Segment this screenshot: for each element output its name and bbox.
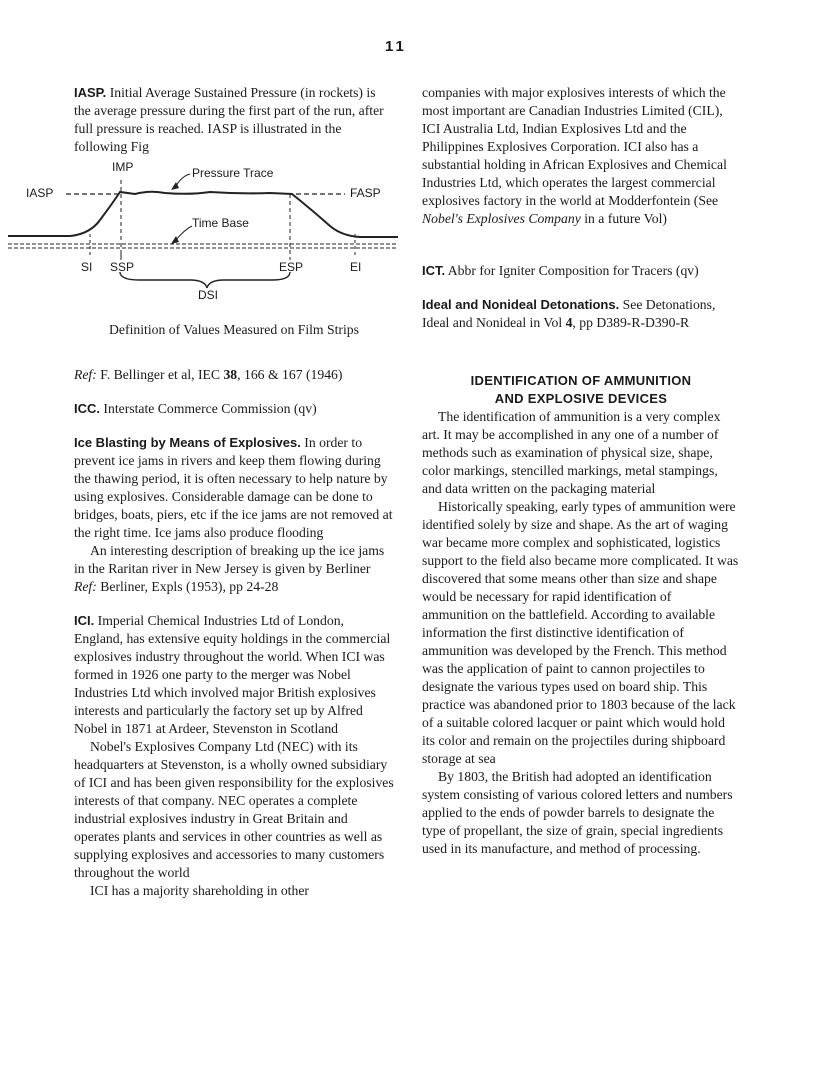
pressure-trace-curve	[8, 192, 398, 237]
ict-text: Abbr for Igniter Composition for Tracers (qv)	[447, 263, 699, 278]
iasp-figure	[0, 160, 400, 346]
ideal-term: Ideal and Nonideal Detonations.	[422, 297, 620, 312]
identification-title-line1: IDENTIFICATION OF AMMUNITION	[470, 373, 692, 388]
ice-blasting-entry	[74, 434, 394, 542]
ict-term: ICT.	[422, 263, 446, 278]
figure-caption: Definition of Values Measured on Film Strips	[109, 322, 359, 337]
identification-para2: Historically speaking, early types of ammunition were identified solely by size and shape. As the art of waging war became more complex and sophisticated, logistics support to the field also became more complicated. It was discovered that some means other than size and shape would be necessary for rapid identification of ammunition on the battlefield. According to available information the first distinctive identification of ammunition was developed by the French. This method was the application of paint to cannon projectiles to designate the various types used on board ship. This practice was abandoned prior to 1803 because of the lack of a suitable colored lacquer or paint which would hold its color and remain on the projectiles during shipboard storage at sea	[422, 499, 739, 766]
iasp-term: IASP.	[74, 85, 107, 100]
ref-volume: 38	[223, 367, 238, 382]
ici-continued	[422, 84, 740, 228]
imp-label: IMP	[112, 160, 134, 174]
left-column	[26, 84, 394, 900]
ref-label: Ref:	[74, 367, 97, 382]
ici-para3: ICI has a majority shareholding in other	[90, 883, 309, 898]
time-base-pointer	[176, 226, 192, 240]
pressure-trace-label: Pressure Trace	[192, 166, 274, 180]
iasp-reference	[74, 366, 394, 384]
ssp-label: SSP	[110, 260, 135, 274]
ice-blasting-para2: An interesting description of breaking up the ice jams in the Raritan river in New Jersey is given by Berliner	[74, 543, 385, 576]
si-label: SI	[81, 260, 93, 274]
iasp-text: Initial Average Sustained Pressure (in rockets) is the average pressure during the first part of the run, after full pressure is reached. IASP is illustrated in the following Fig	[74, 85, 384, 154]
icc-entry	[74, 400, 394, 418]
ideal-text-before: See Detonations, Ideal and Nonideal in Vol	[422, 297, 716, 330]
ideal-volume: 4	[565, 315, 573, 330]
pressure-trace-diagram	[0, 164, 400, 346]
iasp-label: IASP	[26, 186, 54, 200]
ice-blasting-reference	[74, 578, 394, 596]
ei-label: EI	[350, 260, 362, 274]
ref-text-before: F. Bellinger et al, IEC	[96, 367, 224, 382]
ici-continued-end: in a future Vol)	[580, 211, 667, 226]
ici-continued-text: companies with major explosives interests of which the most important are Canadian Industries Limited (CIL), ICI Australia Ltd, Indian Explosives Ltd and the Philippines Explosives Corporation. ICI also has a substantial holding in African Explosives and Chemical Industries Ltd, which operates the largest commercial explosives factory in the world at Modderfontein (See	[422, 85, 727, 208]
ici-para1: Imperial Chemical Industries Ltd of London, England, has extensive equity holdings in the commercial explosives industry throughout the world. When ICI was formed in 1926 one party to the merger was Nobel Industries Ltd which involved major British explosives interests and particularly the factory set up by Alfred Nobel in 1871 at Ardeer, Stevenston in Scotland	[74, 613, 391, 736]
ice-blasting-para1: In order to prevent ice jams in rivers and keep them flowing during the thawing period, it is often necessary to help nature by using explosives. Considerable damage can be done to bridges, boats, piers, etc if the ice jams are not removed at the right time. Ice jams also produce flooding	[74, 435, 393, 540]
ref-text-after: , 166 & 167 (1946)	[237, 367, 343, 382]
ici-term: ICI.	[74, 613, 95, 628]
dsi-brace	[120, 272, 290, 288]
dsi-label: DSI	[198, 288, 219, 302]
pressure-trace-pointer	[176, 174, 190, 186]
ict-entry	[422, 262, 740, 280]
icc-term: ICC.	[74, 401, 100, 416]
icc-text: Interstate Commerce Commission (qv)	[103, 401, 317, 416]
time-base-label: Time Base	[192, 216, 249, 230]
identification-title-line2: AND EXPLOSIVE DEVICES	[494, 391, 668, 406]
ici-para2: Nobel's Explosives Company Ltd (NEC) with its headquarters at Stevenston, is a wholly owned subsidiary of ICI and has been given responsibility for the explosives interests of that company. NEC operates a complete industrial explosives industry in Great Britain and operates plants and services in other countries as well as supplying explosives and accessories to many customers throughout the world	[74, 739, 394, 880]
identification-para3: By 1803, the British had adopted an identification system consisting of various colored letters and numbers applied to the ends of powder barrels to designate the type of propellant, the size of grain, special ingredients used in its manufacture, and method of processing.	[422, 769, 733, 856]
ice-ref-text: Berliner, Expls (1953), pp 24-28	[100, 579, 279, 594]
ice-ref-label: Ref:	[74, 579, 97, 594]
ideal-text-after: , pp D389-R-D390-R	[572, 315, 690, 330]
right-column	[422, 84, 740, 858]
ice-blasting-term: Ice Blasting by Means of Explosives.	[74, 435, 301, 450]
fasp-label: FASP	[350, 186, 381, 200]
iasp-entry	[74, 84, 394, 156]
page-number: 11	[385, 38, 407, 55]
identification-para1: The identification of ammunition is a very complex art. It may be accomplished in any one of a number of methods such as examination of physical size, shape, color markings, stencilled markings, metal stampings, and data written on the packaging material	[422, 409, 721, 496]
esp-label: ESP	[279, 260, 304, 274]
ici-entry	[74, 612, 394, 738]
ideal-entry	[422, 296, 740, 332]
nobel-company-italic: Nobel's Explosives Company	[422, 211, 581, 226]
